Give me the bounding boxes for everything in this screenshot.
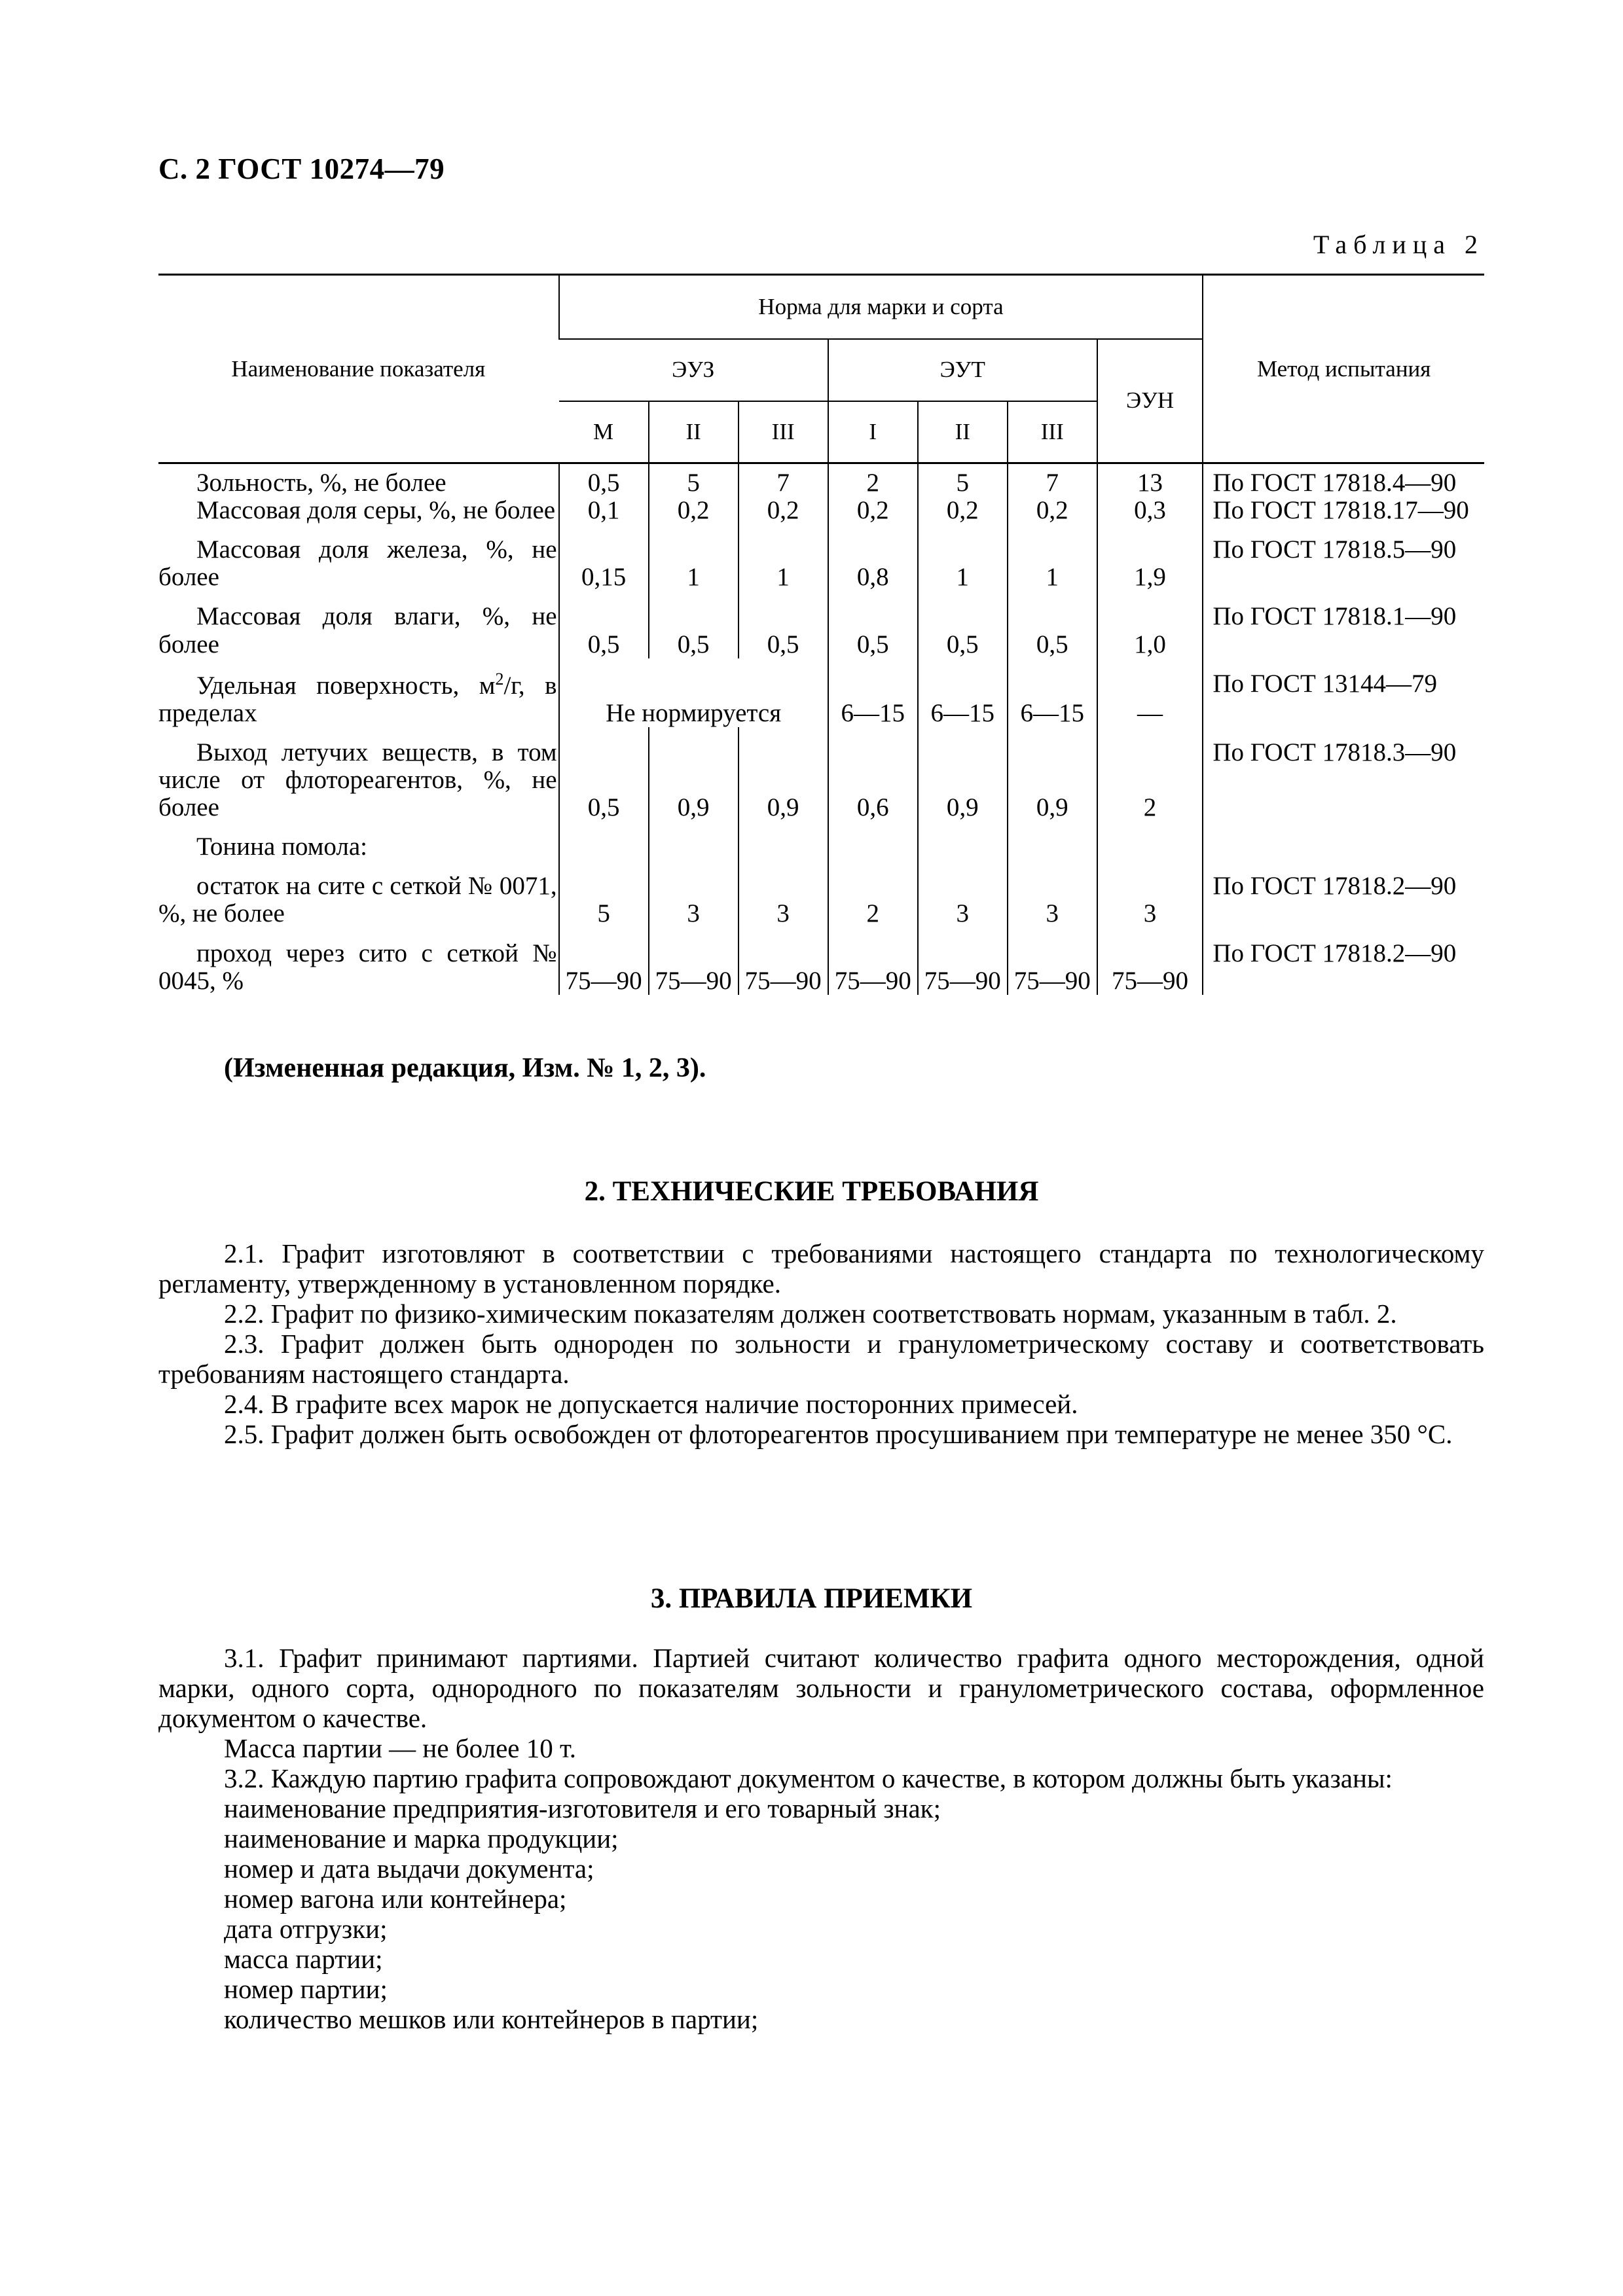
paragraph: 2.2. Графит по физико-химическим показателям должен соответствовать нормам, указанным в табл. 2. [224,1299,1397,1329]
table-row [158,497,1484,524]
table-cell: 75—90 [918,928,1008,995]
test-method: По ГОСТ 17818.4—90 [1203,463,1484,497]
paragraph: 3.1. Графит принимают партиями. Партией считают количество графита одного месторождения, одной марки, одного сорта, однородного по показателям зольности и гранулометрического состава, оформленное документом о качестве. [158,1643,1484,1733]
sort-header: III [1008,401,1097,463]
table-cell: 0,5 [1008,591,1097,658]
paragraph: 2.4. В графите всех марок не допускается наличие посторонних примесей. [224,1389,1078,1419]
table-cell: — [1097,658,1203,727]
list-item: наименование предприятия-изготовителя и его товарный знак; [224,1793,941,1823]
sort-header: I [828,401,918,463]
sort-header: III [739,401,828,463]
indicator-name: Массовая доля железа, %, не более [158,535,557,592]
table-cell: 0,6 [828,727,918,821]
table-row [158,727,1484,821]
section-title-technical-requirements: 2. ТЕХНИЧЕСКИЕ ТРЕБОВАНИЯ [584,1176,1039,1207]
table-cell: 5 [559,861,649,927]
table-cell: 0,2 [918,497,1008,524]
table-row [158,861,1484,927]
table-cell: 3 [918,861,1008,927]
indicator-name: Тонина помола: [196,833,367,861]
table-cell-not-normalized: Не нормируется [559,658,828,727]
list-item: масса партии; [224,1944,383,1974]
paragraph: 3.2. Каждую партию графита сопровождают документом о качестве, в котором должны быть указаны: [224,1763,1393,1793]
table-cell: 1,0 [1097,591,1203,658]
list-item: номер вагона или контейнера; [224,1884,567,1914]
table-cell: 0,2 [1008,497,1097,524]
list-item: номер и дата выдачи документа; [224,1854,594,1884]
table-cell: 75—90 [739,928,828,995]
table-cell: 75—90 [649,928,739,995]
table-cell: 6—15 [1008,658,1097,727]
test-method: По ГОСТ 17818.17—90 [1203,497,1484,524]
table-cell: 2 [828,463,918,497]
table-cell: 0,5 [649,591,739,658]
paragraph: 2.1. Графит изготовляют в соответствии с требованиями настоящего стандарта по технологическому регламенту, утвержденному в установленном порядке. [158,1238,1484,1299]
table-cell: 0,5 [559,591,649,658]
indicator-name: проход через сито с сеткой № 0045, % [158,939,557,995]
table-cell: 0,9 [918,727,1008,821]
table-cell: 0,9 [739,727,828,821]
sort-header: II [649,401,739,463]
list-item: номер партии; [224,1974,388,2004]
indicator-name: Удельная поверхность, $м^2/г$, в пределах [158,669,557,727]
table-cell: 75—90 [1097,928,1203,995]
table-cell: 0,1 [559,497,649,524]
table-cell: 0,2 [739,497,828,524]
test-method: По ГОСТ 17818.2—90 [1203,928,1484,995]
paragraph: 2.3. Графит должен быть однороден по зольности и гранулометрическому составу и соответствовать требованиям настоящего стандарта. [158,1329,1484,1389]
table-cell: 0,5 [739,591,828,658]
paragraph: 2.5. Графит должен быть освобожден от флотореагентов просушиванием при температуре не менее 350 °С. [224,1419,1453,1449]
indicator-name: Массовая доля серы, %, не более [196,496,556,525]
grade-header-euz: ЭУЗ [559,339,828,401]
table-row [158,928,1484,995]
test-method: По ГОСТ 17818.3—90 [1203,727,1484,821]
table-caption: Таблица 2 [1313,230,1484,259]
table-cell: 6—15 [918,658,1008,727]
table-cell: 13 [1097,463,1203,497]
specification-table [158,274,1484,995]
list-item: количество мешков или контейнеров в партии; [224,2004,759,2034]
column-header-method: Метод испытания [1203,275,1484,463]
table-cell: 1 [739,524,828,591]
table-row [158,524,1484,591]
table-row [158,658,1484,727]
amendment-note: (Измененная редакция, Изм. № 1, 2, 3). [224,1053,706,1083]
grade-header-eun: ЭУН [1097,339,1203,463]
table-cell: 0,5 [559,463,649,497]
table-cell: 5 [649,463,739,497]
test-method: По ГОСТ 17818.2—90 [1203,861,1484,927]
table-cell: 7 [1008,463,1097,497]
section-3-body [158,1643,1484,2034]
table-cell: 75—90 [1008,928,1097,995]
indicator-name: Массовая доля влаги, %, не более [158,602,557,658]
table-cell: 1 [1008,524,1097,591]
table-row [158,821,1484,861]
test-method: По ГОСТ 17818.1—90 [1203,591,1484,658]
table-cell: 0,3 [1097,497,1203,524]
table-cell: 1 [918,524,1008,591]
table-row [158,463,1484,497]
table-cell: 0,9 [1008,727,1097,821]
column-header-indicator: Наименование показателя [158,275,559,463]
table-cell: 0,9 [649,727,739,821]
indicator-name: Зольность, %, не более [196,469,447,497]
column-header-norm: Норма для марки и сорта [559,275,1203,339]
table-cell: 0,2 [649,497,739,524]
table-cell: 2 [828,861,918,927]
section-2-body [158,1238,1484,1449]
table-cell: 3 [739,861,828,927]
table-cell: 0,5 [918,591,1008,658]
table-cell: 1,9 [1097,524,1203,591]
table-cell: 3 [1097,861,1203,927]
list-item: дата отгрузки; [224,1914,388,1944]
table-cell: 0,5 [559,727,649,821]
section-title-acceptance-rules: 3. ПРАВИЛА ПРИЕМКИ [650,1583,973,1614]
table-cell: 0,8 [828,524,918,591]
table-cell: 0,15 [559,524,649,591]
indicator-name: остаток на сите с сеткой № 0071, %, не более [158,872,557,928]
indicator-name: Выход летучих веществ, в том числе от флотореагентов, %, не более [158,738,557,822]
sort-header: М [559,401,649,463]
table-cell: 0,2 [828,497,918,524]
table-cell: 3 [649,861,739,927]
test-method: По ГОСТ 13144—79 [1203,658,1484,727]
test-method: По ГОСТ 17818.5—90 [1203,524,1484,591]
table-cell: 7 [739,463,828,497]
paragraph: Масса партии — не более 10 т. [224,1733,577,1763]
grade-header-eut: ЭУТ [828,339,1097,401]
table-cell: 2 [1097,727,1203,821]
table-cell: 3 [1008,861,1097,927]
table-cell: 75—90 [559,928,649,995]
table-cell: 6—15 [828,658,918,727]
list-item: наименование и марка продукции; [224,1823,619,1854]
table-cell: 0,5 [828,591,918,658]
table-cell: 1 [649,524,739,591]
table-row [158,591,1484,658]
table-cell: 75—90 [828,928,918,995]
page-header: С. 2 ГОСТ 10274—79 [158,152,445,185]
sort-header: II [918,401,1008,463]
table-cell: 5 [918,463,1008,497]
